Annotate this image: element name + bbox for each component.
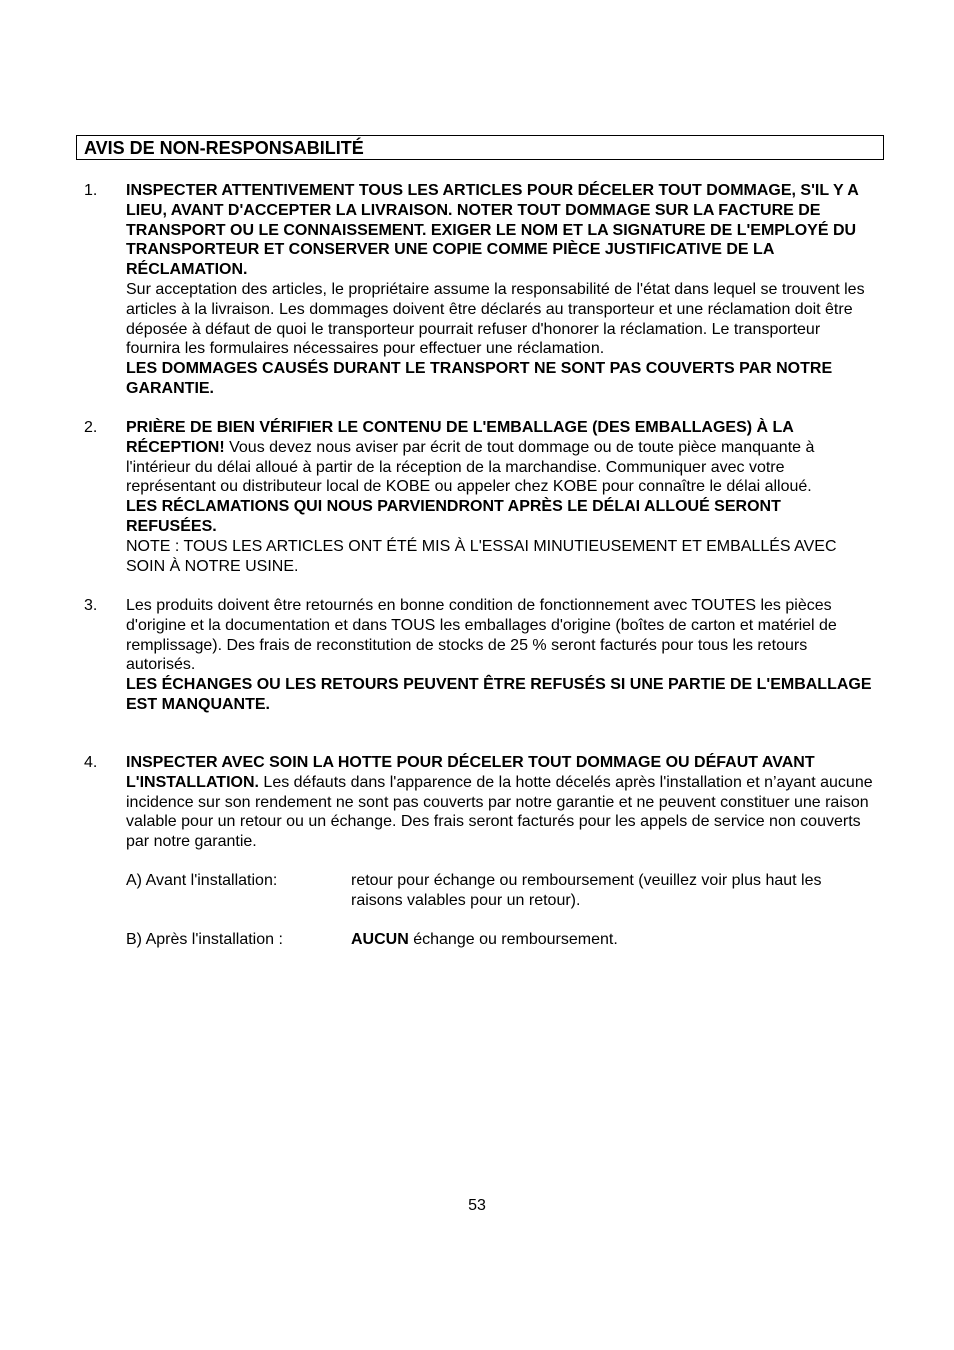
- bold-intro: INSPECTER ATTENTIVEMENT TOUS LES ARTICLES POUR DÉCELER TOUT DOMMAGE, S'IL Y A LIEU, AVANT D'ACCEPTER LA LIVRAISON. NOTER TOUT DOMMAGE SUR LA FACTURE DE TRANSPORT OU LE CONNAISSEMENT. EXIGER LE NOM ET LA SIGNATURE DE L'EMPLOYÉ DU TRANSPORTEUR ET CONSERVER UNE COPIE COMME PIÈCE JUSTIFICATIVE DE LA RÉCLAMATION.: [126, 182, 859, 279]
- body-text: Les produits doivent être retournés en bonne condition de fonctionnement avec TOUTES les pièces d'origine et la documentation et dans TOUS les emballages d'origine (boîtes de carton et matériel de remplissage). Des frais de reconstitution de stocks de 25 % seront facturés pour tous les retours autorisés.: [126, 597, 837, 674]
- item-number: 4.: [84, 754, 98, 771]
- bold-outro: LES ÉCHANGES OU LES RETOURS PEUVENT ÊTRE REFUSÉS SI UNE PARTIE DE L'EMBALLAGE EST MANQUANTE.: [126, 676, 872, 713]
- item-text: [126, 418, 874, 576]
- body-text: Vous devez nous aviser par écrit de tout dommage ou de toute pièce manquante à l'intérieur du délai alloué à partir de la réception de la marchandise. Communiquer avec votre représentant ou distributeur local de KOBE ou appeler chez KOBE pour connaître le délai alloué.: [126, 438, 815, 496]
- condition-value: retour pour échange ou remboursement (veuillez voir plus haut les raisons valables pour un retour).: [351, 872, 822, 909]
- bold-intro: PRIÈRE DE BIEN VÉRIFIER LE CONTENU DE L'EMBALLAGE (DES EMBALLAGES) À LA RÉCEPTION!: [126, 419, 794, 456]
- bold-value: AUCUN: [351, 931, 409, 948]
- item-text: [126, 753, 874, 852]
- note-text: NOTE : TOUS LES ARTICLES ONT ÉTÉ MIS À L'ESSAI MINUTIEUSEMENT ET EMBALLÉS AVEC SOIN À NOTRE USINE.: [126, 537, 837, 575]
- item-number: 2.: [84, 419, 98, 436]
- title-box: [76, 135, 884, 160]
- page-title: AVIS DE NON-RESPONSABILITÉ: [84, 138, 364, 158]
- condition-value: AUCUN échange ou remboursement.: [351, 931, 618, 948]
- item-text: [126, 596, 874, 715]
- bold-intro: INSPECTER AVEC SOIN LA HOTTE POUR DÉCELER TOUT DOMMAGE OU DÉFAUT AVANT L'INSTALLATION.: [126, 754, 815, 791]
- body-text: Les défauts dans l'apparence de la hotte décelés après l'installation et n’ayant aucune incidence sur son rendement ne sont pas couverts par notre garantie et ne peuvent constituer une raison valable pour un retour ou un échange. Des frais seront facturés pour les appels de service non couverts par notre garantie.: [126, 773, 873, 851]
- item-number: 3.: [84, 597, 98, 614]
- condition-label: B) Après l'installation :: [126, 931, 283, 948]
- item-number: 1.: [84, 182, 98, 199]
- condition-label: A) Avant l'installation:: [126, 872, 278, 889]
- bold-outro: LES RÉCLAMATIONS QUI NOUS PARVIENDRONT APRÈS LE DÉLAI ALLOUÉ SERONT REFUSÉES.: [126, 498, 781, 535]
- bold-outro: LES DOMMAGES CAUSÉS DURANT LE TRANSPORT NE SONT PAS COUVERTS PAR NOTRE GARANTIE.: [126, 360, 833, 397]
- page-number: 53: [468, 1197, 486, 1214]
- item-text: [126, 181, 874, 399]
- body-text: Sur acceptation des articles, le propriétaire assume la responsabilité de l'état dans lequel se trouvent les articles à la livraison. Les dommages doivent être déclarés au transporteur et une réclamation doit être déposée à défaut de quoi le transporteur pourrait refuser d'honorer la réclamation. Le transporteur fournira les formulaires nécessaires pour effectuer une réclamation.: [126, 280, 865, 358]
